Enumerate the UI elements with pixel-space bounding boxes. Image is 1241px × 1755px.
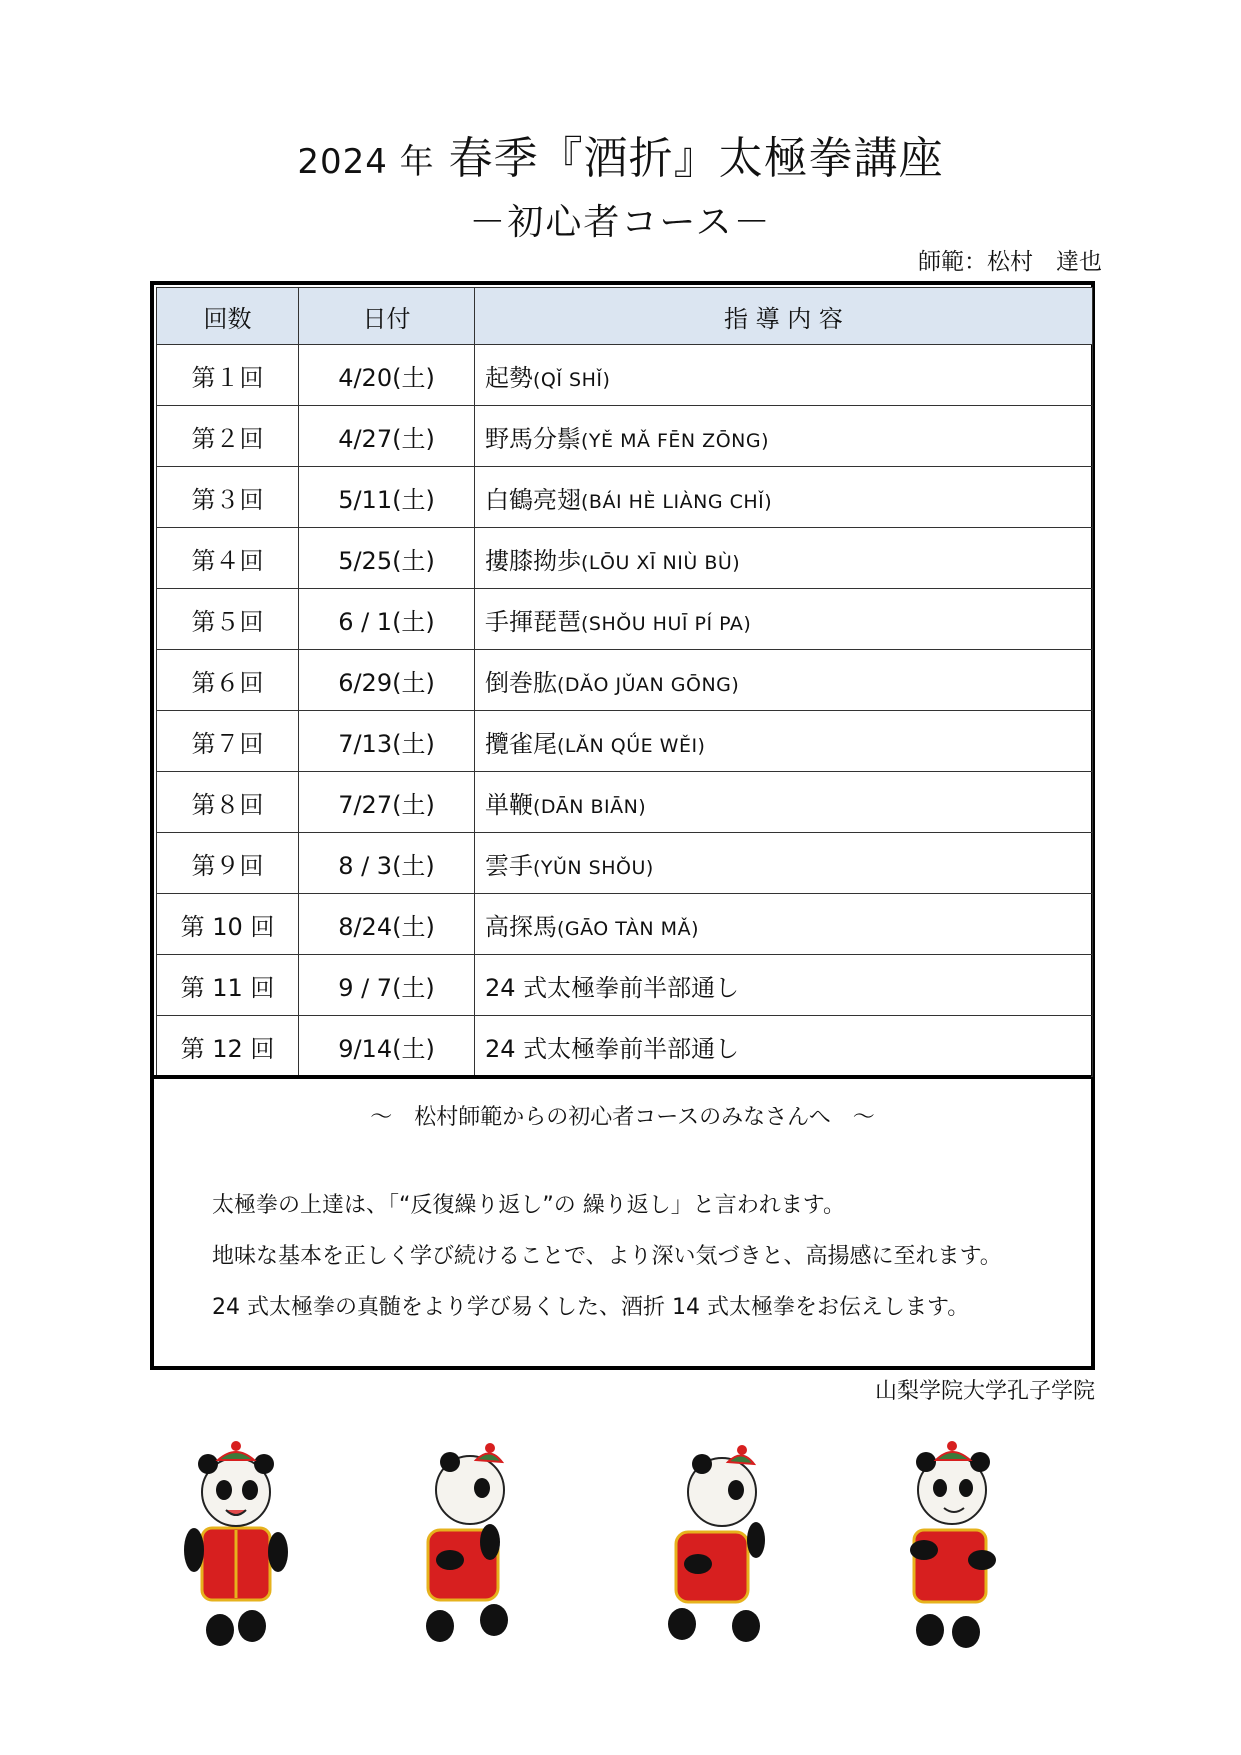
organization-name: 山梨学院大学孔子学院 — [874, 1379, 1095, 1404]
session-date: 4/20(土) — [299, 345, 475, 406]
table-row — [157, 711, 1093, 772]
session-number: 第 10 回 — [157, 894, 299, 955]
table-row — [157, 467, 1093, 528]
header-content: 指 導 内 容 — [475, 288, 1093, 345]
session-content — [475, 345, 1093, 406]
title-year: 2024 年 — [297, 142, 435, 182]
session-date: 9 / 7(土) — [299, 955, 475, 1016]
table-row — [157, 833, 1093, 894]
session-content — [475, 894, 1093, 955]
session-number: 第４回 — [157, 528, 299, 589]
move-name: 手揮琵琶 — [485, 607, 581, 636]
move-name: 高探馬 — [485, 912, 557, 941]
move-name: 摟膝拗歩 — [485, 546, 581, 575]
session-number: 第９回 — [157, 833, 299, 894]
move-pinyin: (GĀO TÀN MǍ) — [557, 917, 699, 940]
title-text: 春季『酒折』太極拳講座 — [448, 133, 944, 184]
session-number: 第１回 — [157, 345, 299, 406]
session-content — [475, 711, 1093, 772]
session-content — [475, 1016, 1093, 1077]
session-number: 第 11 回 — [157, 955, 299, 1016]
session-date: 7/27(土) — [299, 772, 475, 833]
table-row — [157, 894, 1093, 955]
session-content — [475, 955, 1093, 1016]
page-title — [0, 122, 1241, 186]
session-date: 6 / 1(土) — [299, 589, 475, 650]
move-name: 単鞭 — [485, 790, 533, 819]
session-content — [475, 406, 1093, 467]
instructor-credit: 師範：松村 達也 — [918, 249, 1102, 275]
move-pinyin: (DĀN BIĀN) — [533, 795, 647, 818]
session-number: 第７回 — [157, 711, 299, 772]
session-date: 4/27(土) — [299, 406, 475, 467]
session-content — [475, 467, 1093, 528]
schedule-table — [156, 287, 1093, 1077]
header-date: 日付 — [299, 288, 475, 345]
move-pinyin: (BÁI HÈ LIÀNG CHǏ) — [581, 490, 773, 513]
message-heading: ～ 松村師範からの初心者コースのみなさんへ ～ — [370, 1105, 875, 1130]
table-row — [157, 589, 1093, 650]
section-divider — [154, 1075, 1091, 1079]
panda-icon — [660, 1430, 770, 1650]
move-pinyin: (LŌU XĪ NIÙ BÙ) — [581, 551, 741, 574]
table-header-row — [157, 288, 1093, 345]
session-date: 5/25(土) — [299, 528, 475, 589]
move-name: 24 式太極拳前半部通し — [485, 973, 740, 1002]
message-body — [212, 1180, 1002, 1333]
panda-illustrations — [180, 1430, 1040, 1660]
move-name: 雲手 — [485, 851, 533, 880]
session-content — [475, 528, 1093, 589]
move-name: 攬雀尾 — [485, 729, 557, 758]
move-pinyin: (DǍO JǓAN GŌNG) — [557, 673, 740, 696]
panda-icon — [410, 1430, 520, 1650]
table-row — [157, 772, 1093, 833]
session-number: 第２回 — [157, 406, 299, 467]
schedule-box — [150, 281, 1095, 1370]
table-row — [157, 1016, 1093, 1077]
move-pinyin: (LǍN QǗE WĚI) — [557, 734, 706, 757]
session-date: 8/24(土) — [299, 894, 475, 955]
session-number: 第６回 — [157, 650, 299, 711]
table-row — [157, 406, 1093, 467]
move-name: 24 式太極拳前半部通し — [485, 1034, 740, 1063]
move-name: 倒巻肱 — [485, 668, 557, 697]
move-pinyin: (SHǑU HUĪ PÍ PA) — [581, 612, 752, 635]
move-pinyin: (YǓN SHǑU) — [533, 856, 654, 879]
session-number: 第５回 — [157, 589, 299, 650]
table-row — [157, 528, 1093, 589]
session-number: 第３回 — [157, 467, 299, 528]
session-content — [475, 589, 1093, 650]
session-date: 8 / 3(土) — [299, 833, 475, 894]
message-line: 太極拳の上達は、「“反復繰り返し”の 繰り返し」と言われます。 — [212, 1193, 846, 1218]
panda-icon — [180, 1430, 290, 1650]
panda-icon — [900, 1430, 1010, 1650]
session-date: 6/29(土) — [299, 650, 475, 711]
table-row — [157, 650, 1093, 711]
message-line: 24 式太極拳の真髄をより学び易くした、酒折 14 式太極拳をお伝えします。 — [212, 1295, 970, 1320]
header-session: 回数 — [157, 288, 299, 345]
session-date: 9/14(土) — [299, 1016, 475, 1077]
session-number: 第 12 回 — [157, 1016, 299, 1077]
session-content — [475, 650, 1093, 711]
table-row — [157, 955, 1093, 1016]
move-pinyin: (QǏ SHǏ) — [533, 368, 611, 391]
message-line: 地味な基本を正しく学び続けることで、より深い気づきと、高揚感に至れます。 — [212, 1244, 1002, 1269]
session-date: 5/11(土) — [299, 467, 475, 528]
move-name: 白鶴亮翅 — [485, 485, 581, 514]
move-pinyin: (YĚ MǍ FĒN ZŌNG) — [581, 429, 769, 452]
session-number: 第８回 — [157, 772, 299, 833]
page-subtitle: －初心者コース－ — [469, 202, 772, 243]
session-date: 7/13(土) — [299, 711, 475, 772]
session-content — [475, 833, 1093, 894]
session-content — [475, 772, 1093, 833]
move-name: 起勢 — [485, 363, 533, 392]
move-name: 野馬分鬃 — [485, 424, 581, 453]
table-row — [157, 345, 1093, 406]
